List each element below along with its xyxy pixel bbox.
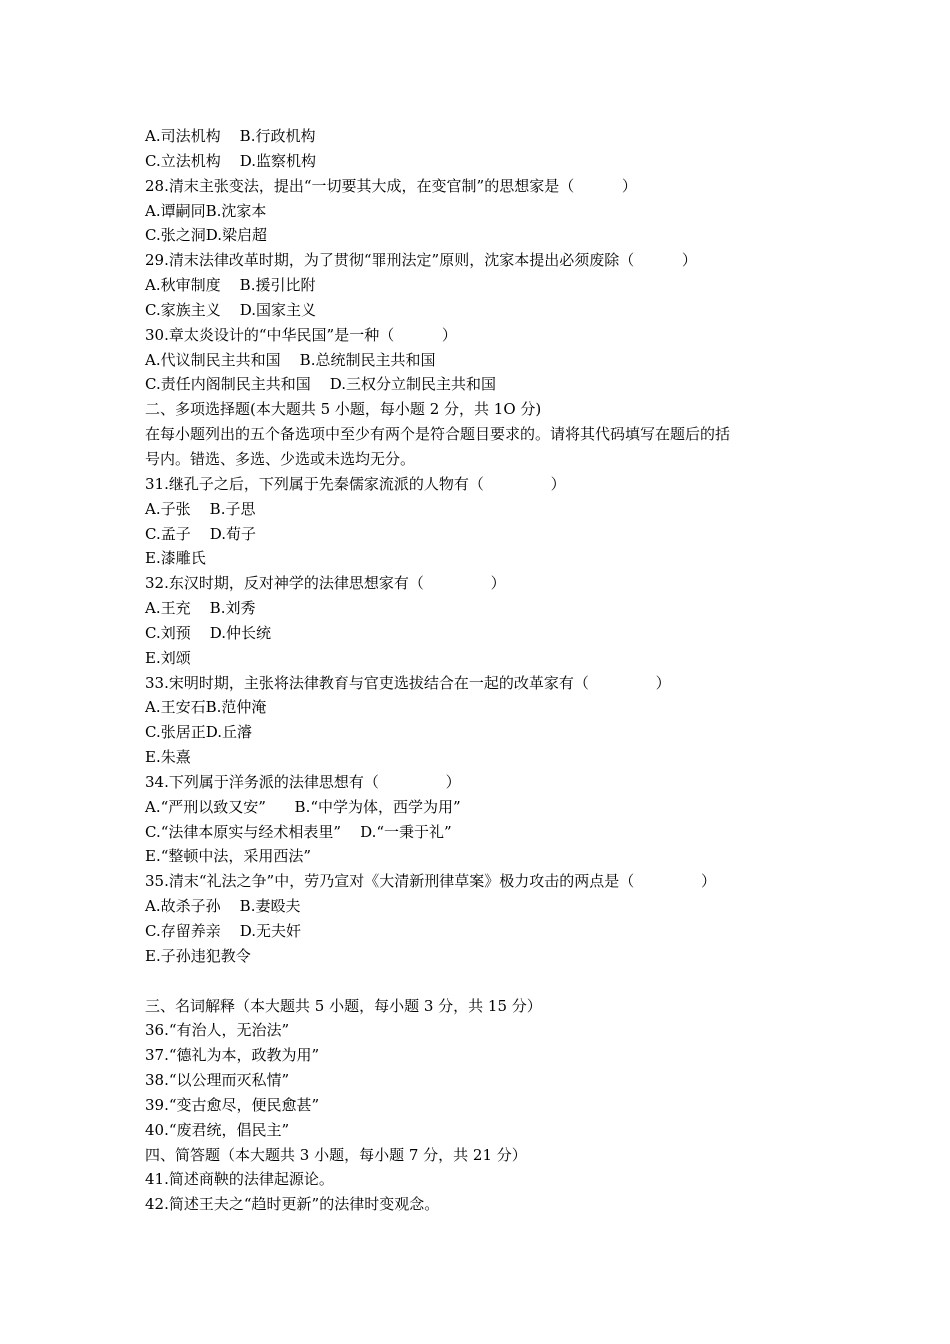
question-line: 32.东汉时期，反对神学的法律思想家有（ ） bbox=[145, 574, 506, 593]
option-line: C.张之洞D.梁启超 bbox=[145, 226, 267, 245]
option-line: E.刘颂 bbox=[145, 648, 191, 667]
question-line: 37.“德礼为本，政教为用” bbox=[145, 1046, 320, 1065]
option-line: C.刘预 D.仲长统 bbox=[145, 623, 272, 642]
question-line: 29.清末法律改革时期，为了贯彻“罪刑法定”原则，沈家本提出必须废除（ ） bbox=[145, 251, 697, 270]
exam-text-body bbox=[145, 124, 825, 1217]
option-line: A.司法机构 B.行政机构 bbox=[145, 127, 316, 145]
option-line: C.责任内阁制民主共和国 D.三权分立制民主共和国 bbox=[145, 375, 497, 394]
option-line: E.“整顿中法，采用西法” bbox=[145, 847, 312, 866]
option-line: E.朱熹 bbox=[145, 748, 191, 767]
question-line: 34.下列属于洋务派的法律思想有（ ） bbox=[145, 772, 461, 791]
question-line: 38.“以公理而灭私情” bbox=[145, 1071, 290, 1090]
instruction-line: 号内。错选、多选、少选或未选均无分。 bbox=[145, 449, 416, 468]
option-line: A.王安石B.范仲淹 bbox=[145, 698, 267, 717]
question-line: 31.继孔子之后，下列属于先秦儒家流派的人物有（ ） bbox=[145, 474, 566, 493]
blank-line bbox=[145, 969, 825, 994]
option-line: A.代议制民主共和国 B.总统制民主共和国 bbox=[145, 350, 436, 369]
option-line: A.谭嗣同B.沈家本 bbox=[145, 201, 267, 220]
option-line: E.漆雕氏 bbox=[145, 549, 206, 568]
section-heading: 二、多项选择题(本大题共 5 小题，每小题 2 分，共 1O 分) bbox=[145, 400, 542, 419]
question-line: 28.清末主张变法，提出“一切要其大成，在变官制”的思想家是（ ） bbox=[145, 176, 637, 195]
question-line: 41.简述商鞅的法律起源论。 bbox=[145, 1170, 334, 1189]
section-heading: 四、简答题（本大题共 3 小题，每小题 7 分，共 21 分） bbox=[145, 1145, 527, 1164]
question-line: 33.宋明时期，主张将法律教育与官吏选拔结合在一起的改革家有（ ） bbox=[145, 673, 671, 692]
question-line: 35.清末“礼法之争”中，劳乃宣对《大清新刑律草案》极力攻击的两点是（ ） bbox=[145, 872, 716, 891]
option-line: C.张居正D.丘濬 bbox=[145, 723, 252, 742]
instruction-line: 在每小题列出的五个备选项中至少有两个是符合题目要求的。请将其代码填写在题后的括 bbox=[145, 425, 731, 444]
question-line: 40.“废君统，倡民主” bbox=[145, 1120, 290, 1139]
question-line: 30.章太炎设计的“中华民国”是一种（ ） bbox=[145, 325, 457, 344]
question-line: 36.“有治人，无治法” bbox=[145, 1021, 290, 1040]
option-line: A.“严刑以致又安” B.“中学为体，西学为用” bbox=[145, 797, 461, 816]
section-heading: 三、名词解释（本大题共 5 小题，每小题 3 分，共 15 分） bbox=[145, 996, 542, 1015]
option-line: A.秋审制度 B.援引比附 bbox=[145, 276, 316, 295]
option-line: C.立法机构 D.监察机构 bbox=[145, 151, 317, 170]
option-line: A.子张 B.子思 bbox=[145, 499, 256, 518]
option-line: A.王充 B.刘秀 bbox=[145, 599, 256, 618]
option-line: C.存留养亲 D.无夫奸 bbox=[145, 922, 302, 940]
option-line: C.家族主义 D.国家主义 bbox=[145, 300, 317, 319]
question-line: 42.简述王夫之“趋时更新”的法律时变观念。 bbox=[145, 1195, 440, 1214]
option-line: C.孟子 D.荀子 bbox=[145, 524, 257, 543]
option-line: E.子孙违犯教令 bbox=[145, 946, 251, 965]
option-line: A.故杀子孙 B.妻殴夫 bbox=[145, 897, 301, 916]
option-line: C.“法律本原实与经术相表里” D.“一秉于礼” bbox=[145, 822, 452, 841]
question-line: 39.“变古愈尽，便民愈甚” bbox=[145, 1095, 320, 1114]
